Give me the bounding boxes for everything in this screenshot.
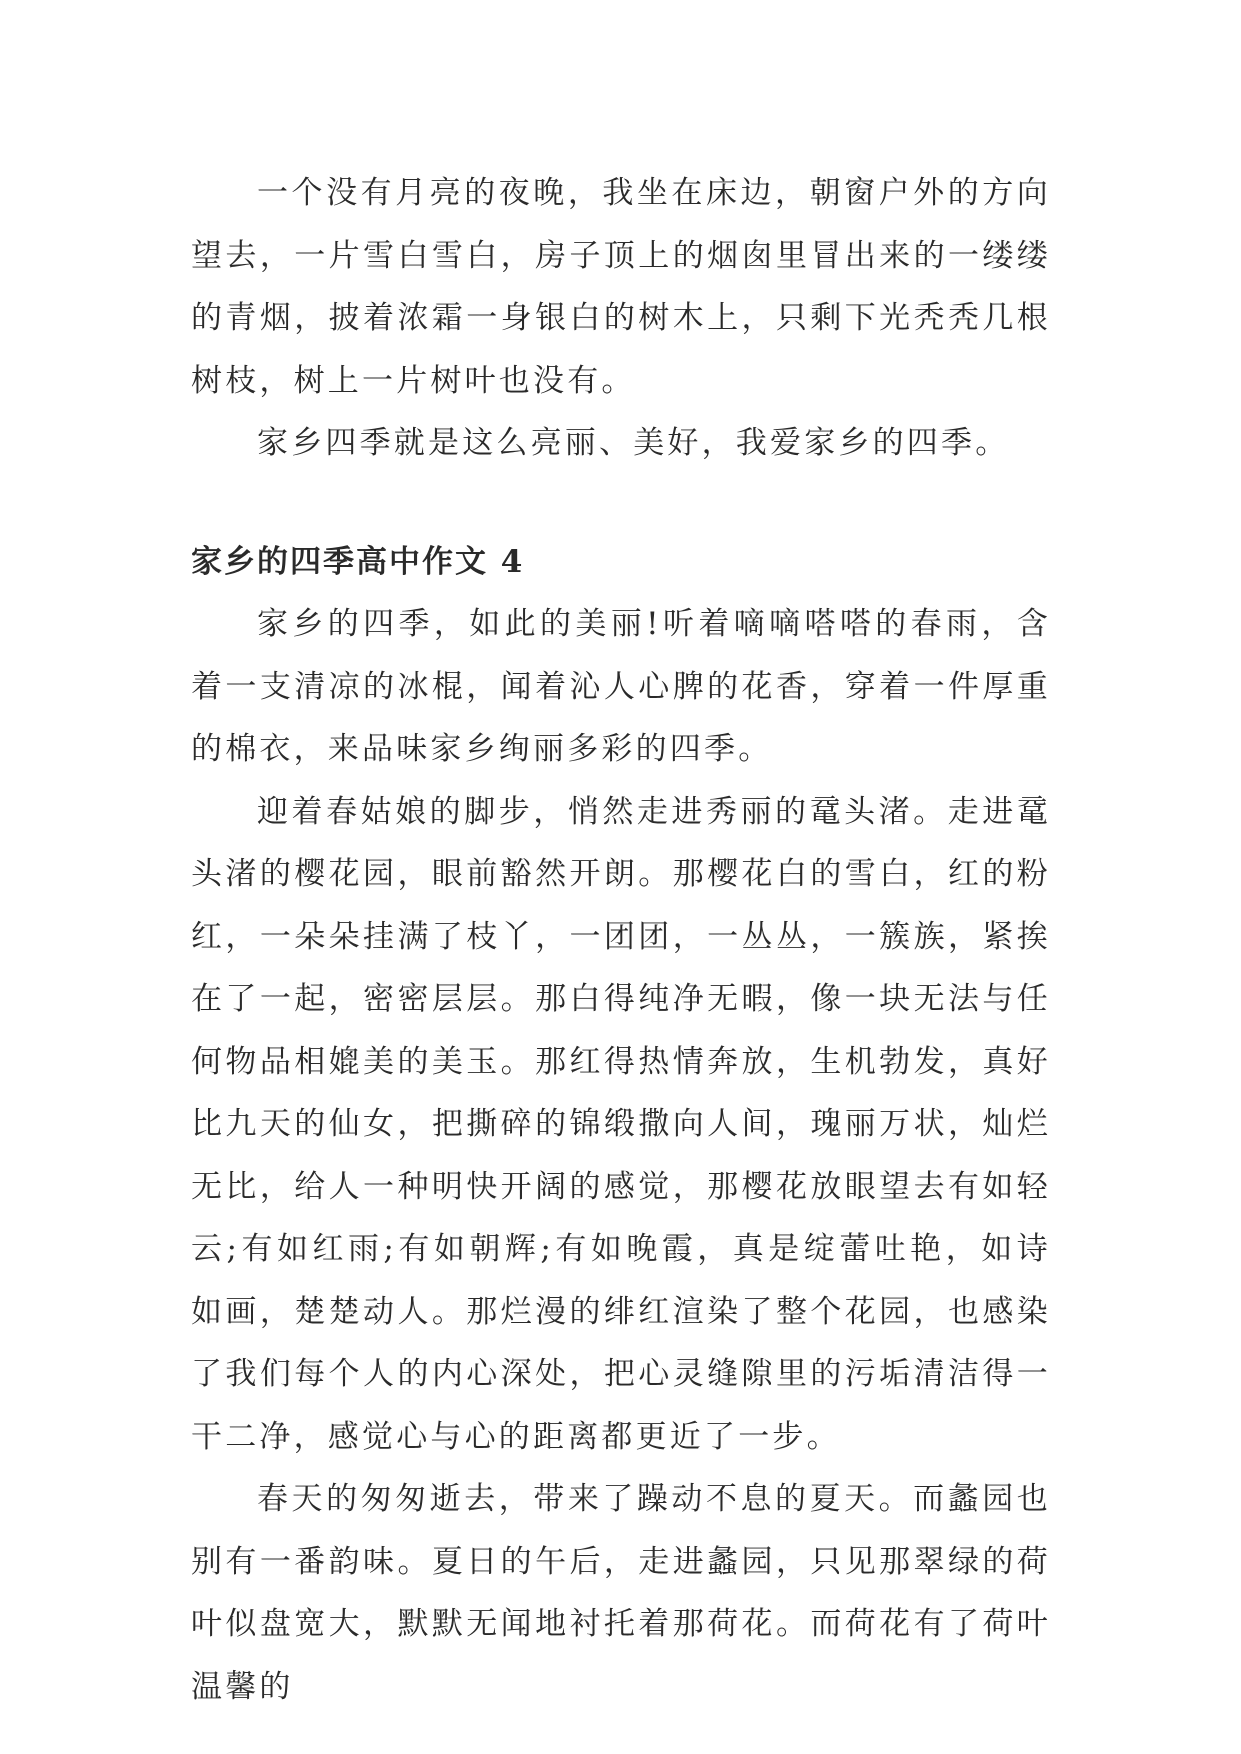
- section-title: 家乡的四季高中作文 4: [191, 543, 525, 580]
- paragraph-spring: 迎着春姑娘的脚步，悄然走进秀丽的鼋头渚。走进鼋头渚的樱花园，眼前豁然开朗。那樱花白的雪白，红的粉红，一朵朵挂满了枝丫，一团团，一丛丛，一簇族，紧挨在了一起，密密层层。那白得纯净无暇，像一块无法与任何物品相媲美的美玉。那红得热情奔放，生机勃发，真好比九天的仙女，把撕碎的锦缎撒向人间，瑰丽万状，灿烂无比，给人一种明快开阔的感觉，那樱花放眼望去有如轻云;有如红雨;有如朝辉;有如晚霞，真是绽蕾吐艳，如诗如画，楚楚动人。那烂漫的绯红渲染了整个花园，也感染了我们每个人的内心深处，把心灵缝隙里的污垢清洁得一干二净，感觉心与心的距离都更近了一步。: [191, 793, 1051, 1455]
- document-page: [191, 162, 1051, 1718]
- paragraph-summer: 春天的匆匆逝去，带来了躁动不息的夏天。而蠡园也别有一番韵味。夏日的午后，走进蠡园，只见那翠绿的荷叶似盘宽大，默默无闻地衬托着那荷花。而荷花有了荷叶温馨的: [191, 1481, 1051, 1705]
- section-gap: [191, 475, 1051, 531]
- paragraph-winter-night: 一个没有月亮的夜晚，我坐在床边，朝窗户外的方向望去，一片雪白雪白，房子顶上的烟囱里冒出来的一缕缕的青烟，披着浓霜一身银白的树木上，只剩下光秃秃几根树枝，树上一片树叶也没有。: [191, 175, 1051, 399]
- paragraph-conclusion: 家乡四季就是这么亮丽、美好，我爱家乡的四季。: [257, 425, 1010, 461]
- paragraph-introduction: 家乡的四季，如此的美丽!听着嘀嘀嗒嗒的春雨，含着一支清凉的冰棍，闻着沁人心脾的花香，穿着一件厚重的棉衣，来品味家乡绚丽多彩的四季。: [191, 606, 1051, 767]
